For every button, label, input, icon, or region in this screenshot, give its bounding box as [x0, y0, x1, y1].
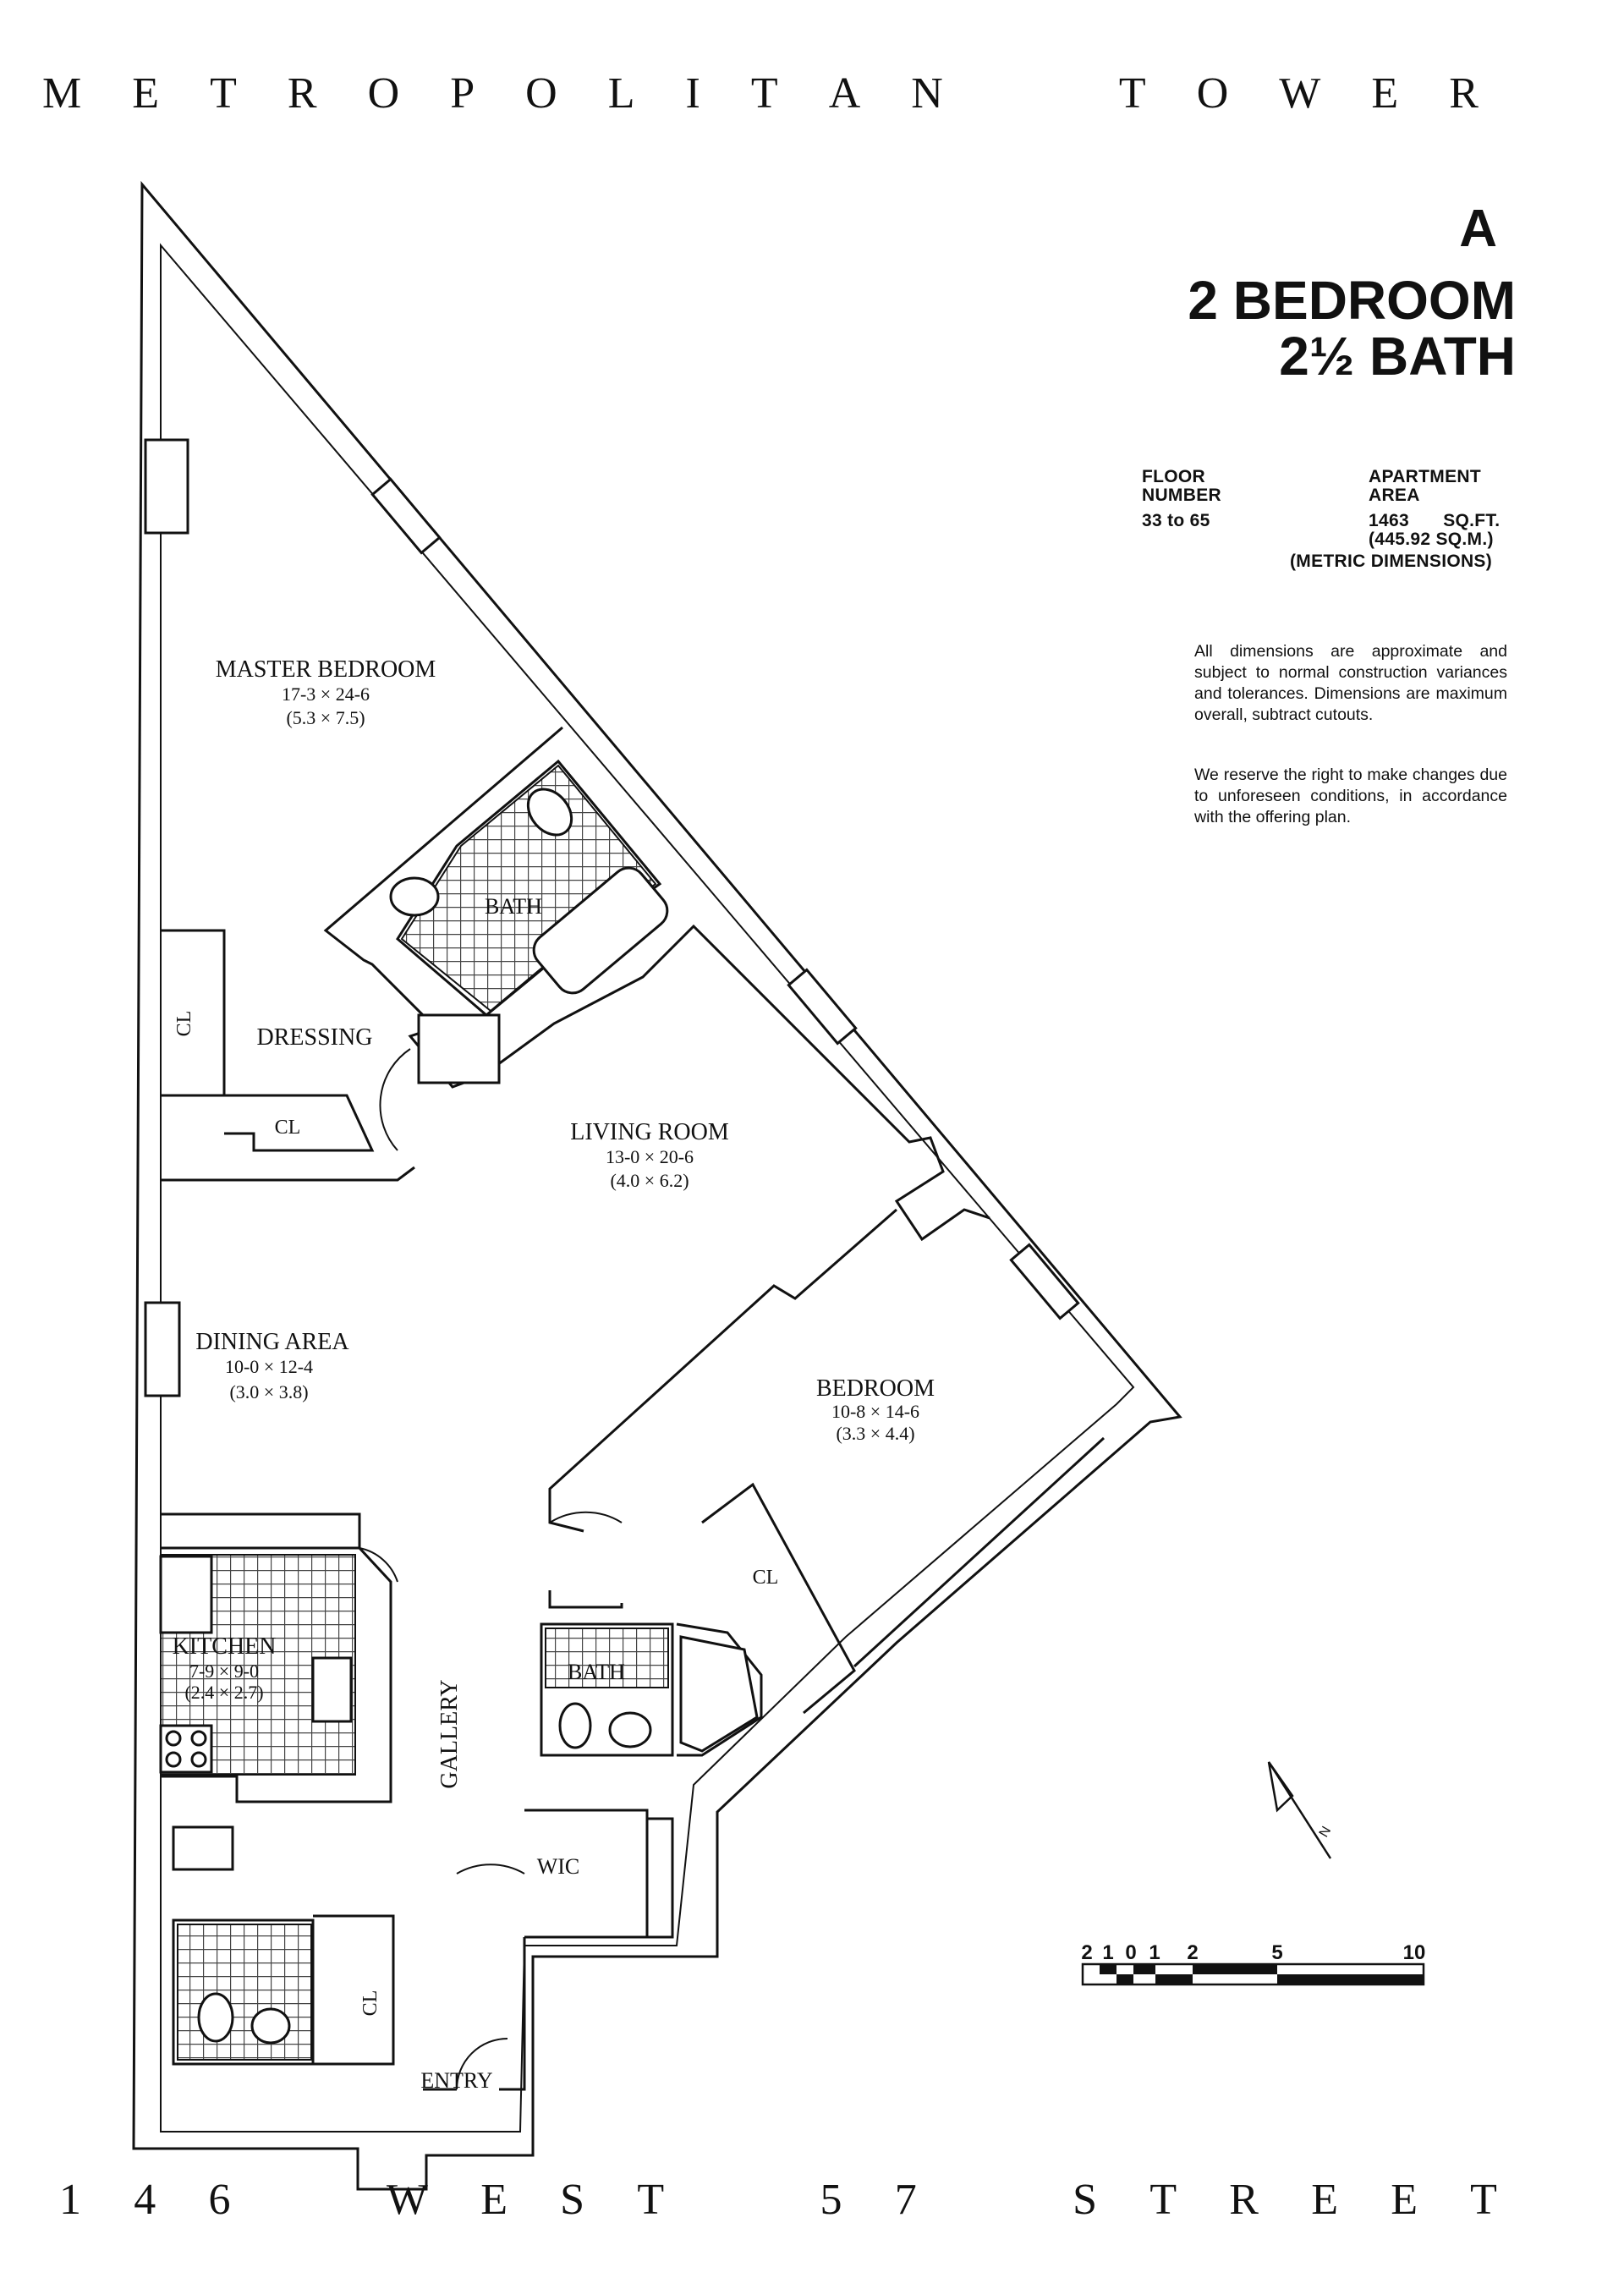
building-address: [59, 2165, 1497, 2233]
area-label-line: APARTMENT: [1369, 467, 1481, 486]
address-char: T: [1149, 2175, 1177, 2224]
north-arrow: [1269, 1762, 1334, 1858]
room-metric-kitchen: (2.4 × 2.7): [184, 1682, 264, 1703]
room-dims-kitchen: 7-9 × 9-0: [189, 1660, 260, 1682]
address-char: 5: [820, 2175, 842, 2224]
unit-letter: A: [1459, 200, 1497, 258]
room-name-dining-area: DINING AREA: [195, 1329, 349, 1355]
building-letter: E: [132, 69, 162, 118]
address-char: R: [1229, 2175, 1259, 2224]
sink: [252, 2009, 289, 2043]
address-char: T: [1470, 2175, 1497, 2224]
building-letter: T: [1118, 69, 1148, 118]
unit-type-bedrooms: 2 BEDROOM: [1188, 270, 1516, 331]
room-metric-dining-area: (3.0 × 3.8): [229, 1381, 309, 1402]
scale-tick-label: 5: [1271, 1941, 1283, 1964]
address-char: 4: [134, 2175, 156, 2224]
building-letter: I: [685, 69, 702, 118]
north-label: N: [1316, 1824, 1335, 1840]
north-arrow-icon: [1269, 1762, 1330, 1858]
room-name-entry: ENTRY: [420, 2068, 493, 2093]
building-letter: M: [42, 69, 84, 118]
toilet: [560, 1704, 590, 1748]
address-char: E: [480, 2175, 508, 2224]
room-metric-living-room: (4.0 × 6.2): [610, 1170, 689, 1191]
room-dims-bedroom: 10-8 × 14-6: [831, 1401, 920, 1422]
building-letter: R: [287, 69, 319, 118]
area-sqm-unit: SQ.M.): [1435, 530, 1494, 549]
building-letter: R: [1449, 69, 1480, 118]
room-name-living-room: LIVING ROOM: [570, 1119, 729, 1145]
address-char: W: [386, 2175, 428, 2224]
room-name-closet: CL: [359, 1990, 381, 2017]
address-char: 6: [208, 2175, 231, 2224]
building-letter: A: [828, 69, 863, 118]
metric-note: (METRIC DIMENSIONS): [1290, 552, 1493, 571]
unit-type-baths: 2½ BATH: [1279, 326, 1516, 387]
building-letter: O: [525, 69, 559, 118]
burner: [167, 1732, 180, 1745]
room-dims-dining-area: 10-0 × 12-4: [224, 1356, 314, 1377]
building-letter: O: [1196, 69, 1231, 118]
disclaimer-changes: We reserve the right to make changes due to unforeseen conditions, in accordance with the offering plan.: [1194, 766, 1507, 826]
floor-label-line: FLOOR: [1142, 467, 1205, 486]
area-sqft-value: 1463: [1369, 511, 1409, 530]
address-char: S: [1073, 2175, 1098, 2224]
scale-tick-label: 2: [1081, 1941, 1093, 1964]
room-dims-living-room: 13-0 × 20-6: [605, 1146, 694, 1167]
area-sqm-value: (445.92: [1369, 530, 1431, 549]
address-char: 1: [59, 2175, 81, 2224]
sink: [610, 1713, 650, 1747]
sink: [391, 878, 438, 915]
room-name-kitchen: KITCHEN: [172, 1633, 277, 1660]
building-letter: T: [750, 69, 780, 118]
window: [372, 480, 439, 553]
door-swings: [359, 1049, 622, 2089]
building-letter: N: [911, 69, 945, 118]
room-name-dressing: DRESSING: [256, 1024, 373, 1051]
toilet: [199, 1994, 233, 2041]
room-name-master-bedroom: MASTER BEDROOM: [215, 656, 436, 683]
address-char: E: [1391, 2175, 1418, 2224]
room-name-bedroom: BEDROOM: [815, 1375, 935, 1402]
address-char: E: [1311, 2175, 1338, 2224]
area-sqft-unit: SQ.FT.: [1443, 511, 1501, 530]
building-letter: E: [1371, 69, 1401, 118]
burner: [192, 1732, 206, 1745]
scale-tick-label: 1: [1102, 1941, 1114, 1964]
room-name-closet: CL: [274, 1117, 301, 1139]
room-name-closet: CL: [173, 1010, 195, 1037]
address-char: 7: [894, 2175, 917, 2224]
room-dims-master-bedroom: 17-3 × 24-6: [281, 683, 370, 705]
refrigerator: [161, 1556, 211, 1633]
sink-kitchen: [313, 1658, 351, 1721]
room-metric-bedroom: (3.3 × 4.4): [836, 1423, 915, 1444]
building-letter: O: [367, 69, 402, 118]
burner: [192, 1753, 206, 1766]
shower: [419, 1015, 499, 1083]
scale-bar: [1081, 1941, 1425, 1984]
building-letter: L: [607, 69, 637, 118]
building-letter: W: [1279, 69, 1323, 118]
room-name-wic: WIC: [536, 1854, 580, 1879]
scale-tick-label: 0: [1125, 1941, 1137, 1964]
floor-label-line: NUMBER: [1142, 486, 1221, 505]
window: [145, 1303, 179, 1396]
scale-tick-label: 2: [1187, 1941, 1199, 1964]
building-letter: P: [450, 69, 477, 118]
address-char: T: [637, 2175, 665, 2224]
area-label-line: AREA: [1369, 486, 1420, 505]
disclaimer-dimensions: All dimensions are approximate and subject to normal construction variances and tolerances. Dimensions are maximum overall, subtract cutouts.: [1194, 642, 1507, 724]
room-name-master-bath: BATH: [485, 894, 542, 919]
room-name-closet: CL: [752, 1567, 779, 1589]
burner: [167, 1753, 180, 1766]
room-name-gallery: GALLERY: [436, 1679, 463, 1789]
room-name-bath: BATH: [568, 1660, 625, 1684]
floor-number-value: 33 to 65: [1142, 511, 1210, 530]
building-letter: T: [210, 69, 239, 118]
room-metric-master-bedroom: (5.3 × 7.5): [286, 707, 365, 728]
scale-tick-label: 10: [1402, 1941, 1426, 1964]
address-char: S: [560, 2175, 585, 2224]
window: [145, 440, 188, 533]
scale-tick-label: 1: [1149, 1941, 1160, 1964]
